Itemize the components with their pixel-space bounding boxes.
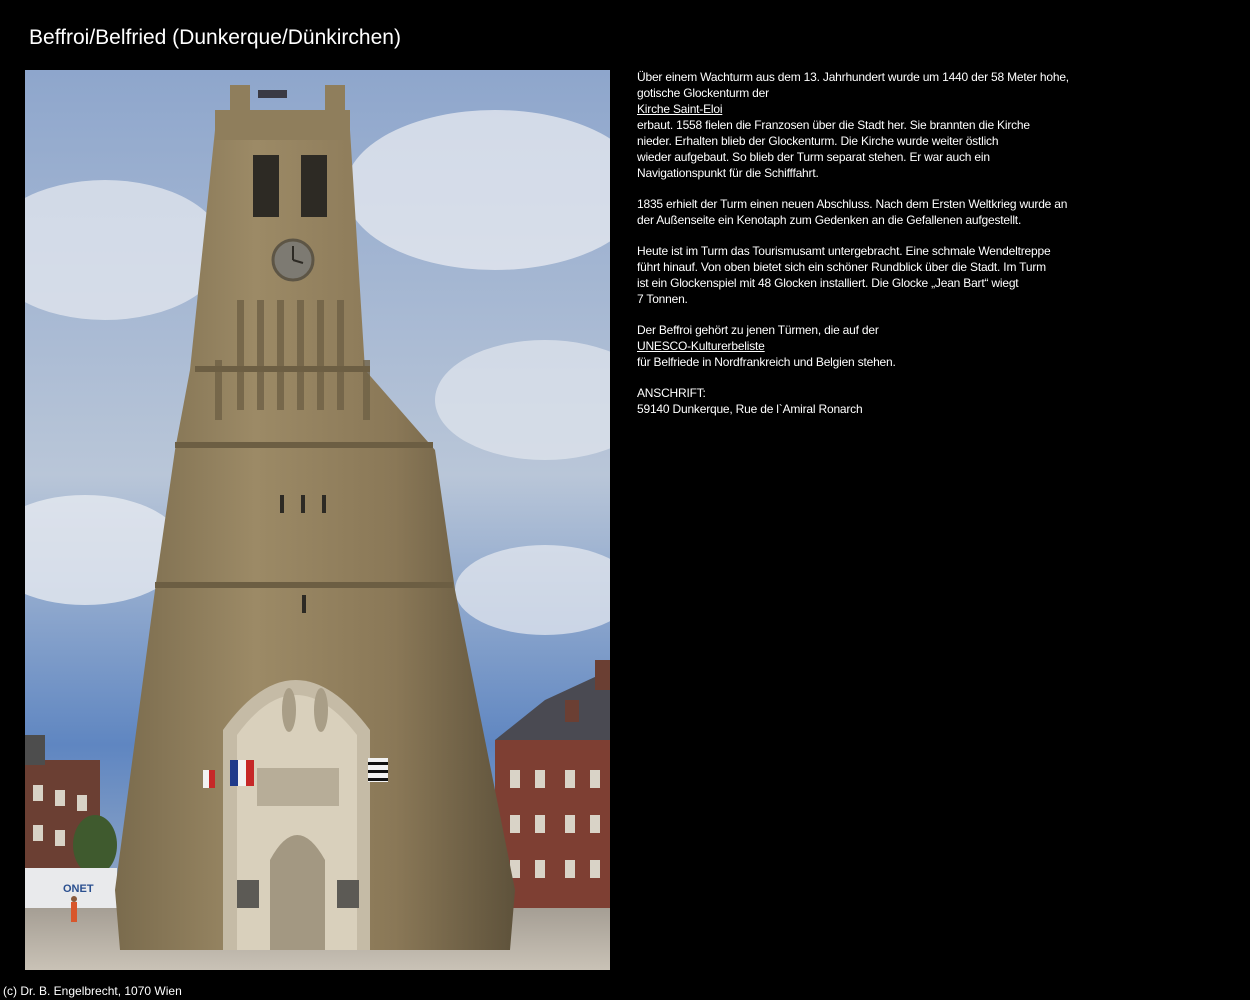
left-building [25,735,45,765]
address-label: ANSCHRIFT: [637,386,706,400]
description-paragraph: 1835 erhielt der Turm einen neuen Abschluss. Nach dem Ersten Weltkrieg wurde an der Außenseite ein Kenotaph zum Gedenken an die Gefallenen aufgestellt. [637,197,1068,227]
page-title: Beffroi/Belfried (Dunkerque/Dünkirchen) [29,26,401,49]
tree [73,815,117,875]
link-unesco-kulturerbeliste[interactable]: UNESCO-Kulturerbeliste [637,339,765,353]
address-paragraph [637,385,1107,417]
belfry-window [301,155,327,217]
belfry-photo[interactable] [25,70,610,970]
truck-logo: ONET [63,883,94,895]
french-flag [230,760,254,786]
french-flag [203,770,215,788]
pedestrian [71,902,77,922]
belfry-photo-drawing [25,70,610,970]
breton-flag [368,758,388,782]
belfry-window [253,155,279,217]
link-kirche-saint-eloi[interactable]: Kirche Saint-Eloi [637,102,723,116]
description-paragraph: Der Beffroi gehört zu jenen Türmen, die auf der UNESCO-Kulturerbeliste für Belfriede in Nordfrankreich und Belgien stehen. [637,322,1107,370]
description-paragraph: Heute ist im Turm das Tourismusamt untergebracht. Eine schmale Wendeltreppe führt hinauf. Von oben bietet sich ein schöner Rundblick über die Stadt. Im Turm ist ein Glockenspiel mit 48 Glocken installiert. Die Glocke „Jean Bart“ wiegt 7 Tonnen. [637,244,1051,306]
address-value: 59140 Dunkerque, Rue de l`Amiral Ronarch [637,402,863,416]
description [637,69,1107,432]
copyright-footer: (c) Dr. B. Engelbrecht, 1070 Wien [3,984,182,998]
description-paragraph: Über einem Wachturm aus dem 13. Jahrhundert wurde um 1440 der 58 Meter hohe, gotische Glockenturm der Kirche Saint-Eloi erbaut. 1558 fielen die Franzosen über die Stadt her. Sie brannten die Kirche nieder. Erhalten blieb der Glockenturm. Die Kirche wurde weiter östlich wieder aufgebaut. So blieb der Turm separat stehen. Er war auch ein Navigationspunkt für die Schifffahrt. [637,69,1107,181]
